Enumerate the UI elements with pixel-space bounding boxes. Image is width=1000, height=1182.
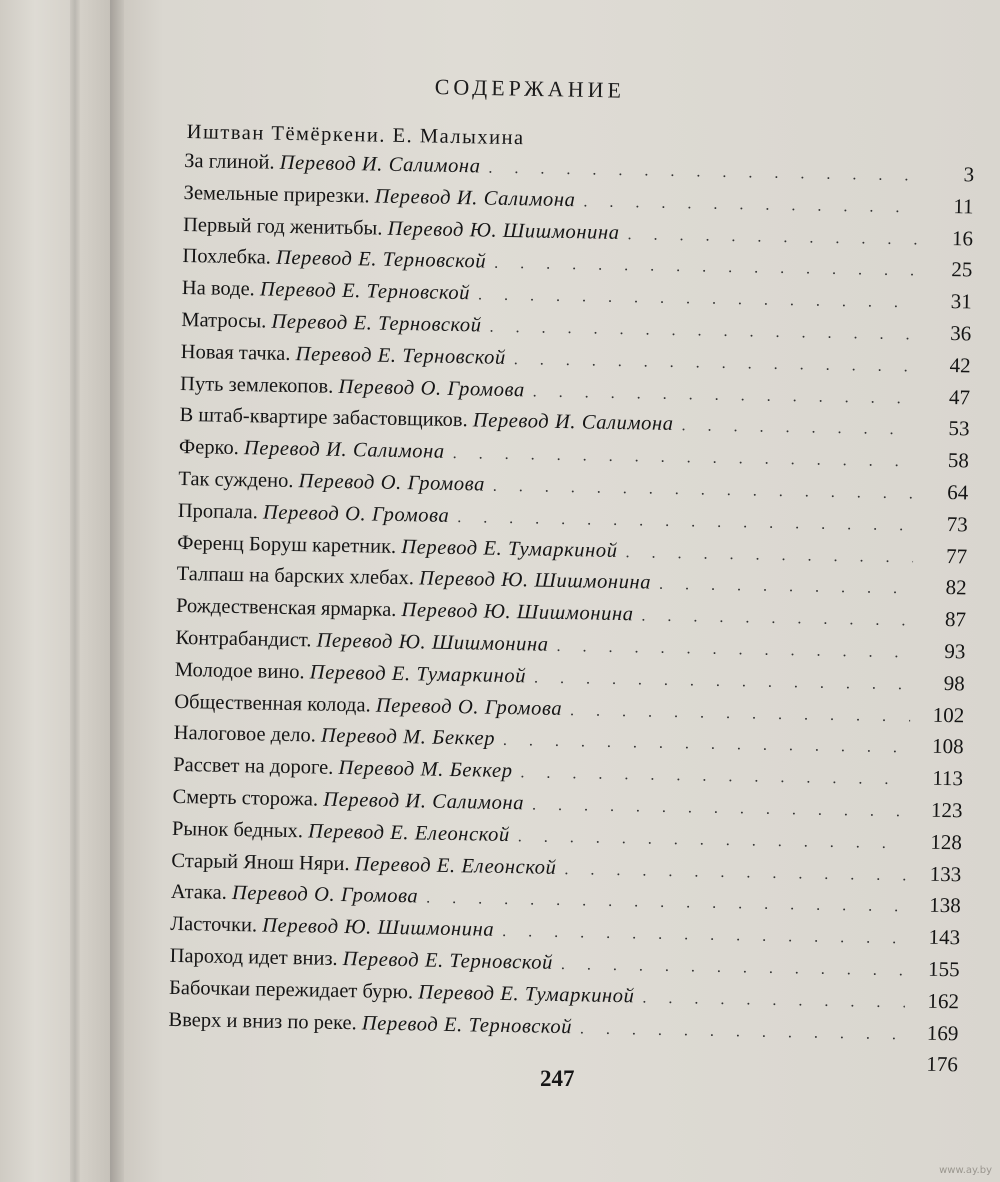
entry-translator: Перевод Ю. Шишмонина	[418, 567, 652, 594]
page-gutter-shadow	[110, 0, 124, 1182]
entry-page-number: 143	[928, 924, 961, 950]
entry-title: На воде.	[181, 277, 255, 301]
entry-title: Молодое вино.	[174, 658, 305, 684]
entry-title: Атака.	[170, 881, 228, 905]
entry-translator: Перевод Е. Терновской	[361, 1011, 573, 1038]
entry-page-number: 155	[927, 956, 960, 982]
entry-page-number: 53	[948, 416, 970, 441]
entry-title: Матросы.	[181, 308, 267, 333]
entry-translator: Перевод Ю. Шишмонина	[262, 914, 495, 941]
entry-text	[178, 496, 450, 533]
entry-title: Земельные прирезки.	[183, 181, 370, 208]
entry-page-number: 16	[951, 225, 974, 251]
entry-page-number: 31	[950, 289, 973, 314]
preface-author: Е. Малыхина	[392, 124, 525, 150]
entry-page-number: 128	[930, 829, 963, 855]
entry-page-number: 133	[929, 861, 962, 886]
entry-translator: Перевод Е. Елеонской	[354, 852, 557, 879]
entry-page-number: 11	[953, 193, 974, 219]
entry-translator: Перевод Е. Терновской	[342, 947, 554, 974]
dot-leader	[633, 600, 912, 637]
entry-page-number: 98	[943, 670, 966, 696]
entry-title: Путь землекопов.	[179, 372, 334, 398]
page-title: СОДЕРЖАНИЕ	[434, 74, 626, 103]
entry-text	[171, 877, 419, 913]
entry-page-number: 58	[947, 448, 970, 473]
entry-title: Рынок бедных.	[171, 817, 304, 843]
dot-leader	[634, 982, 905, 1019]
entry-translator: Перевод О. Громова	[298, 470, 486, 496]
entry-translator: Перевод О. Громова	[231, 882, 419, 908]
entry-page-number: 47	[948, 384, 971, 410]
entry-title: Бабочкаи пережидает бурю.	[168, 976, 414, 1004]
entry-text	[179, 432, 445, 469]
entry-title: Ферко.	[178, 436, 240, 460]
entry-translator: Перевод И. Салимона	[243, 437, 445, 463]
entry-translator: Перевод Ю. Шишмонина	[387, 217, 620, 244]
entry-title: Старый Янош Няри.	[171, 849, 350, 875]
entry-title: Вверх и вниз по реке.	[168, 1008, 357, 1034]
entry-translator: Перевод Е. Тумаркиной	[309, 661, 527, 688]
entry-title: Ференц Боруш каретник.	[177, 531, 397, 558]
entry-page-number: 138	[929, 893, 961, 918]
entry-translator: Перевод М. Беккер	[338, 757, 513, 783]
entry-page-number: 176	[926, 1052, 959, 1077]
entry-translator: Перевод И. Салимона	[323, 788, 525, 815]
toc-entries	[168, 145, 975, 1081]
entry-title: Талпаш на барских хлебах.	[176, 563, 415, 590]
entry-page-number: 42	[949, 352, 971, 378]
entry-page-number: 64	[947, 480, 969, 505]
entry-title: Рассвет на дороге.	[172, 754, 334, 779]
entry-translator: Перевод Е. Терновской	[295, 342, 507, 369]
dot-leader	[572, 1013, 905, 1051]
entry-title: За глиной.	[184, 149, 275, 174]
entry-translator: Перевод И. Салимона	[279, 151, 481, 178]
entry-page-number: 73	[946, 511, 968, 537]
entry-translator: Перевод И. Салимона	[374, 185, 576, 211]
entry-page-number: 36	[950, 321, 972, 346]
page-number: 247	[540, 1066, 575, 1091]
entry-translator: Перевод Е. Тумаркиной	[401, 535, 618, 562]
entry-page-number: 102	[932, 702, 965, 727]
entry-translator: Перевод О. Громова	[262, 501, 450, 527]
entry-translator: Перевод О. Громова	[338, 375, 526, 401]
entry-translator: Перевод Е. Терновской	[271, 310, 482, 337]
entry-title: Похлебка.	[182, 245, 272, 269]
table-of-contents	[168, 120, 975, 1081]
author-name: Иштван Тёмёркени.	[186, 121, 387, 147]
entry-translator: Перевод Ю. Шишмонина	[316, 629, 549, 656]
entry-translator: Перевод М. Беккер	[320, 724, 496, 751]
entry-translator: Перевод Е. Терновской	[259, 278, 471, 305]
watermark: www.ay.by	[939, 1165, 992, 1176]
entry-translator: Перевод Е. Тумаркиной	[418, 981, 635, 1008]
dot-leader	[673, 410, 915, 446]
entry-title: В штаб-квартире забастовщиков.	[179, 404, 468, 432]
entry-title: Первый год женитьбы.	[182, 213, 383, 240]
entry-page-number: 123	[930, 797, 963, 823]
entry-title: Новая тачка.	[180, 340, 291, 365]
dot-leader	[651, 569, 913, 606]
entry-page-number: 82	[945, 575, 967, 600]
entry-page-number: 113	[932, 765, 964, 791]
entry-page-number: 25	[951, 257, 973, 282]
entry-page-number: 169	[926, 1020, 959, 1045]
entry-title: Общественная колода.	[174, 690, 371, 717]
entry-title: Рождественская ярмарка.	[175, 595, 397, 622]
entry-page-number: 87	[944, 607, 967, 632]
entry-translator: Перевод Е. Терновской	[275, 247, 487, 273]
book-page	[110, 0, 1000, 1182]
page-fold-shadow	[70, 0, 80, 1182]
entry-page-number: 3	[963, 162, 975, 187]
entry-title: Пропала.	[177, 499, 259, 524]
entry-page-number: 108	[931, 734, 964, 759]
entry-title: Контрабандист.	[175, 626, 312, 652]
entry-translator: Перевод И. Салимона	[472, 409, 674, 436]
entry-title: Ласточки.	[170, 912, 258, 937]
entry-page-number: 162	[927, 988, 960, 1014]
entry-title: Так суждено.	[178, 467, 294, 493]
entry-title: Пароход идет вниз.	[169, 944, 338, 970]
entry-title: Смерть сторожа.	[172, 785, 319, 811]
entry-translator: Перевод Ю. Шишмонина	[401, 599, 634, 626]
entry-page-number: 93	[944, 638, 966, 664]
entry-text	[182, 273, 471, 310]
entry-translator: Перевод Е. Елеонской	[307, 820, 511, 846]
entry-page-number: 77	[945, 543, 968, 568]
entry-translator: Перевод О. Громова	[375, 694, 563, 720]
entry-title: Налоговое дело.	[173, 722, 317, 747]
